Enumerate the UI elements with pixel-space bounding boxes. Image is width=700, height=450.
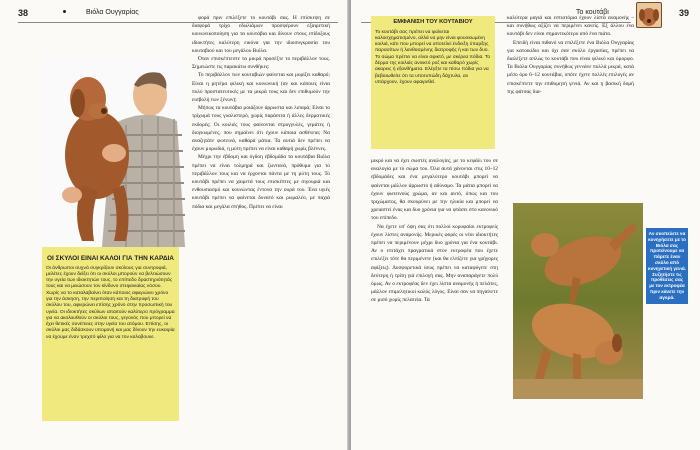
running-head: Βιόλα Ουγγαρίας [86, 9, 139, 16]
paragraph: καλύτερα μαγιά και εστιατόρια έχουν λίστα αναμονής –και συνήθως αξίζει να περιμένει κανείς. Εξ άλλου ένα κουτάβι δεν είναι σημαντικότερο από ένα πιάτο. [507, 15, 634, 38]
running-head: Το κουτάβι [576, 9, 609, 16]
left-page [0, 0, 349, 450]
man-with-dog-illustration [42, 55, 185, 247]
photo-caption: Αν σκοπεύετε να κυνηγήσετε με το Βιόλα σας προτείνουμε να πάρετε έναν σκύλο από κυνηγετική γενιά. Συζητήστε τις προθέσεις σας με τον εκτροφέα πριν κάνετε την αγορά. [646, 228, 688, 304]
paragraph: Το περιβάλλον των κουταβιών φαίνεται και μυρίζει καθαρό; Είναι η μητέρα φιλική και κοινωνική (αν και κάποιες είναι πολύ προστατευτικές με τα μικρά τους και δεν επιθυμούν την εισβολή των ξένων); [192, 72, 330, 104]
dogs-playing-illustration [513, 203, 643, 399]
paragraph: μικρό και να έχει σωστές αναλογίες, με το κεφάλι του σε αναλογία με το σώμα του. Όλα αυτά χάνονται στις 10–12 εβδομάδες και ένα μεγαλύτερο κουτάβι μπορεί να φαίνεται μάλλον άρρωστο ή αδύναμο. Τα μάτια μπορεί να έχουν φωτεινούς χρώμα, αν και αυτό, όπως και του τριχώματος, θα σκουρύνει με την ηλικία και μπορεί να χρειαστεί ένας και δυο χρόνια για να φτάσει στο κανονικό του επίπεδο. [371, 158, 498, 222]
sidebar-box [42, 247, 179, 421]
body-column [192, 14, 330, 211]
page-number: 39 [679, 8, 690, 18]
appearance-title: ΕΜΦΑΝΙΣΗ ΤΟΥ ΚΟΥΤΑΒΙΟΥ [393, 19, 473, 25]
paragraph: φορά πριν επιλέξετε το κουτάβι σας. Η επίσκεψη σε διαφορά τρίχο εδωλιάμων προσφέρουν εξαιρετική κοινωνικοποίηση για τα κουτάβια και δίνουν στους επίδοξους ιδιοκτήτες καλύτερη εικόνα για την ιδιοσυγκρασία του κουταβιού και του μεγάλου Βιόλα. [192, 15, 330, 54]
paragraph: Μέχρι την έβδομη και όγδοη εβδομάδα τα κουτάβια Βιόλα πρέπει να είναι τολμηρά και ζωντανά, πρόθυμα για το περιβάλλον τους και να έρχονται πάντα με τη μύτη τους. Το κουτάβι πρέπει να χαιρετά τους επισκέπτες με σιγουριά και ενθουσιασμό και κουνώντας έντονα την ουρά του. Ένα υγιές κουτάβι πρέπει να φαίνεται δυνατό και ρωμαλέο, με παχιά πόδια και μεγάλα στήθος. Πρέπει να είναι [192, 154, 330, 210]
sidebar-body: Οι άνθρωποι συχνά συγκρίζουν σκύλους για συντροφιά, μελέτες έχουν δείξει ότι οι σκύλοι μπορούν να βελτιώσουν την υγεία των ιδιοκτητών τους, το επίπεδο δραστηριότητάς τους και να μειώσουν τον κίνδυνο στεφανιαίας νόσου. Χωρίς να το καταλαβαίνει όταν κάποιος αφιερώνει χρόνο για την άσκηση, την περιποίηση και τη διατροφή του σκύλου του, αφιερώνει επίσης χρόνο στην προσωπική του υγεία. Οι ιδιοκτήτες σκύλων απαιτούν καλύτερο πρόγραμμα για να ακολουθούν οι σκύλοι τους, γεγονός που μπορεί να έχει θετικές συνέπειες στην υγεία του ατόμου. Επίσης, οι σκύλοι μας διδάσκουν υπομονή και μας δίνουν την ευκαιρία να έχουμε έναν τρεχιτό φίλο για να τον καλοβουνε. [46, 265, 175, 340]
right-page [351, 0, 700, 450]
paragraph: Μήπως τα κουτάβια μοιάζουν άρρωστα και λιπαρά; Είναι το τρίχωμά τους γυαλιστερό, χωρίς παράσιτα ή άλλες δερματικές εκδορές; Οι κοιλιές τους φαίνονται στρογγυλές, γεμάτες ή διογκωμένες, που σημαίνει ότι έχουν κάποια ασθένεια; Να αναζητάτε φωτεινά, καθαρά μάτια. Τα αυτιά δεν πρέπει να έχουν μυρωδιά, η μύτη πρέπει να είναι καθαρή χωρίς βλέννες. [192, 105, 330, 153]
paragraph: Να έχετε υπ' όψη σας ότι πολλοί κορυφαίοι εκτροφείς έχουν λίστες αναμονής. Μερικές φορές οι νέοι ιδιοκτήτες πρέπει να περιμένουν μέχρι δυο χρόνια για ένα κουτάβι. Αν ο επιτάχει πραγματικά στον εκτροφέα που έχετε επιλέξει τότε θα περιμένετε (και θα ελπίζετε για γρήγορες αφίξεις). Δυσφορετικά ίσως πρέπει να καταφύγετε στη δεύτερη ή τρίτη γιά επιλογή σας. Μην αναπαράγετε πολύ όμως. Αν ο εκτροφέας δεν έχει λίστα αναμονής ή πελάτες, μάλλον επιμελητικοί καλός λόγος. Είναι σαν να πηγαίνετε σε μισό χωρίς πελατεία. Τα [371, 223, 498, 304]
appearance-box [371, 16, 495, 149]
bullet-dot [63, 10, 66, 13]
paragraph: Επειδή είναι πιθανό να επιλέξετε ένα Βιόλα Ουγγαρίας για κατοικίδιο και όχι σαν σκύλο έργασίας, πρέπει να διαλέξετε απλώς το κουτάβι που είναι φιλικό και όμορφο. Τα Βιόλα Ουγγαρίας συνήθως γεννάνε πολλά μικρά, κατά μέσο όρο 6–12 κουτάβια, οπότε έχετε πολλές επιλογές αν επισκέπτετε την επιθυμητή γενιά. Αν και η βασική δομή της φάτσας δια- [507, 39, 634, 95]
dog-thumbnail-icon [636, 2, 662, 28]
page-number: 38 [18, 8, 29, 18]
dogs-playing-photo [513, 203, 643, 399]
sidebar-title: ΟΙ ΣΚΥΛΟΙ ΕΙΝΑΙ ΚΑΛΟΙ ΓΙΑ ΤΗΝ ΚΑΡΔΙΑ [47, 255, 174, 262]
paragraph: Όταν επισκέπτεστε τα μικρά προσέξτε το περιβάλλον τους. Σημειώστε τις παρακάτω συνθήκες: [192, 56, 330, 71]
body-column-left [371, 157, 498, 305]
body-column-right [507, 14, 634, 96]
man-with-dog-photo [42, 55, 185, 247]
appearance-body: Το κουτάβι σας πρέπει να φαίνεται καλοσχηματισμένο, αλλά να μην είναι φουσκωμένη κοιλιά, κάτι που μπορεί να αποτελεί ένδειξη ύπαρξης παρασίτων ή λανθασμένης διατροφής ή και των δυο. Το σώμα πρέπει να είναι σφικτό, με σκέρεα πόδια. Το δέρμα της κοιλιάς ανοικτό ροζ και καθαρό χωρίς ακαρεις ή εξανθήματα. Ελέγξτε τα πίσω πόδια για να βεβαιωθείτε ότι τα υποτυπώδη δάχτυλα, αν υπάρχουν, έχουν αφαιρεθεί. [375, 29, 491, 85]
